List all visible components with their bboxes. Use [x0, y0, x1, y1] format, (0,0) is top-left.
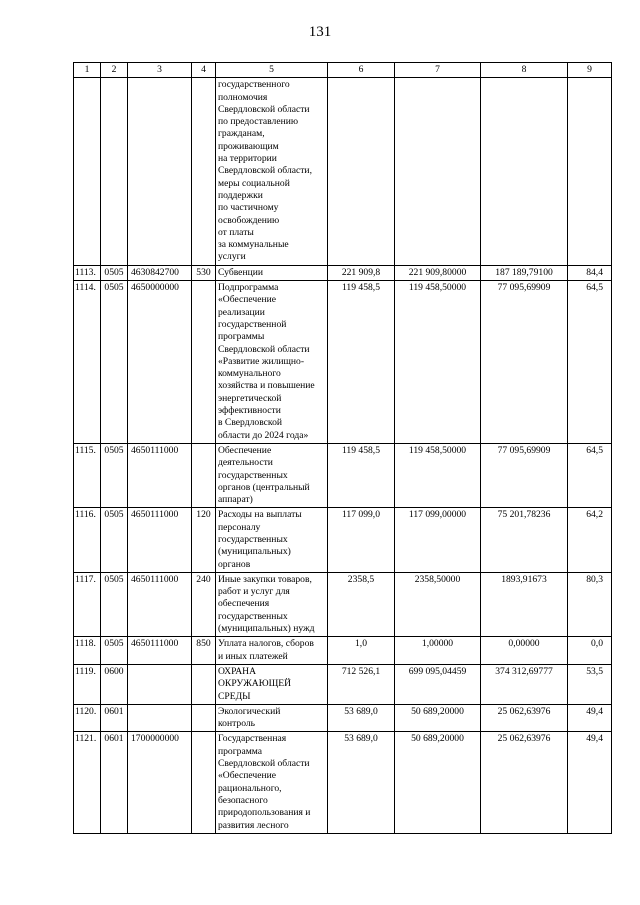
description-line: Государственная — [218, 733, 287, 745]
approved-amount-cell: 1,0 — [328, 637, 395, 665]
refined-amount-cell: 119 458,50000 — [395, 281, 481, 444]
refined-amount-cell: 119 458,50000 — [395, 443, 481, 507]
expense-type-cell — [192, 704, 216, 732]
description-line: «Обеспечение — [218, 770, 276, 782]
approved-amount-cell: 53 689,0 — [328, 704, 395, 732]
budget-table — [73, 62, 612, 834]
description-line: по предоставлению — [218, 116, 299, 128]
column-header: 8 — [481, 63, 568, 78]
section-code-cell: 0505 — [101, 281, 128, 444]
target-code-cell: 4650111000 — [128, 443, 192, 507]
row-number-cell: 1115. — [74, 443, 101, 507]
description-line: энергетической — [218, 392, 282, 404]
column-header: 3 — [128, 63, 192, 78]
description-cell — [216, 637, 328, 665]
percent-cell: 49,4 — [568, 704, 612, 732]
table-row — [74, 281, 612, 444]
description-line: программы — [218, 331, 265, 343]
target-code-cell — [128, 664, 192, 704]
column-header: 5 — [216, 63, 328, 78]
column-header: 6 — [328, 63, 395, 78]
description-cell — [216, 508, 328, 572]
description-line: государственного — [218, 79, 290, 91]
executed-amount-cell: 25 062,63976 — [481, 704, 568, 732]
percent-cell: 64,5 — [568, 281, 612, 444]
description-line: «Обеспечение — [218, 294, 276, 306]
expense-type-cell: 120 — [192, 508, 216, 572]
description-line: органов — [218, 558, 251, 570]
description-line: Субвенции — [218, 266, 263, 278]
table-row — [74, 443, 612, 507]
description-line: ОХРАНА — [218, 665, 256, 677]
expense-type-cell: 530 — [192, 265, 216, 280]
table-row — [74, 664, 612, 704]
description-line: и иных платежей — [218, 650, 288, 662]
approved-amount-cell: 119 458,5 — [328, 443, 395, 507]
target-code-cell: 4630842700 — [128, 265, 192, 280]
approved-amount-cell: 221 909,8 — [328, 265, 395, 280]
target-code-cell — [128, 78, 192, 265]
percent-cell: 0,0 — [568, 637, 612, 665]
description-line: Свердловской области — [218, 343, 310, 355]
description-line: обеспечения — [218, 598, 270, 610]
target-code-cell: 4650111000 — [128, 572, 192, 636]
description-line: органов (центральный — [218, 481, 310, 493]
target-code-cell: 1700000000 — [128, 732, 192, 833]
description-cell — [216, 664, 328, 704]
approved-amount-cell: 53 689,0 — [328, 732, 395, 833]
expense-type-cell — [192, 443, 216, 507]
table-row — [74, 265, 612, 280]
column-header: 2 — [101, 63, 128, 78]
refined-amount-cell: 2358,50000 — [395, 572, 481, 636]
row-number-cell — [74, 78, 101, 265]
description-line: Свердловской области, — [218, 165, 312, 177]
expense-type-cell — [192, 732, 216, 833]
expense-type-cell: 240 — [192, 572, 216, 636]
refined-amount-cell: 50 689,20000 — [395, 704, 481, 732]
description-line: Свердловской области — [218, 103, 310, 115]
section-code-cell: 0505 — [101, 443, 128, 507]
executed-amount-cell: 77 095,69909 — [481, 281, 568, 444]
approved-amount-cell: 712 526,1 — [328, 664, 395, 704]
description-line: программа — [218, 745, 263, 757]
description-cell — [216, 704, 328, 732]
approved-amount-cell: 119 458,5 — [328, 281, 395, 444]
section-code-cell — [101, 78, 128, 265]
description-line: Подпрограмма — [218, 282, 279, 294]
description-line: государственных — [218, 610, 288, 622]
description-line: освобождению — [218, 214, 280, 226]
executed-amount-cell — [481, 78, 568, 265]
table-row — [74, 637, 612, 665]
description-line: рационального, — [218, 782, 282, 794]
description-line: государственных — [218, 533, 288, 545]
column-header: 1 — [74, 63, 101, 78]
refined-amount-cell: 221 909,80000 — [395, 265, 481, 280]
expense-type-cell — [192, 78, 216, 265]
executed-amount-cell: 77 095,69909 — [481, 443, 568, 507]
description-line: СРЕДЫ — [218, 690, 251, 702]
row-number-cell: 1114. — [74, 281, 101, 444]
page-number: 131 — [308, 24, 332, 40]
section-code-cell: 0505 — [101, 508, 128, 572]
row-number-cell: 1120. — [74, 704, 101, 732]
description-line: Расходы на выплаты — [218, 509, 302, 521]
table-body — [74, 78, 612, 834]
column-header: 4 — [192, 63, 216, 78]
description-line: эффективности — [218, 405, 281, 417]
percent-cell: 80,3 — [568, 572, 612, 636]
description-line: Обеспечение — [218, 444, 272, 456]
table-row — [74, 78, 612, 265]
description-line: от платы — [218, 226, 254, 238]
description-line: персоналу — [218, 521, 261, 533]
refined-amount-cell: 117 099,00000 — [395, 508, 481, 572]
executed-amount-cell: 374 312,69777 — [481, 664, 568, 704]
row-number-cell: 1121. — [74, 732, 101, 833]
executed-amount-cell: 25 062,63976 — [481, 732, 568, 833]
description-line: коммунального — [218, 368, 281, 380]
description-cell — [216, 281, 328, 444]
description-cell — [216, 443, 328, 507]
description-line: Экологический — [218, 705, 281, 717]
target-code-cell — [128, 704, 192, 732]
description-line: полномочия — [218, 91, 268, 103]
executed-amount-cell: 187 189,79100 — [481, 265, 568, 280]
section-code-cell: 0601 — [101, 704, 128, 732]
description-line: на территории — [218, 153, 277, 165]
description-line: за коммунальные — [218, 239, 289, 251]
executed-amount-cell: 75 201,78236 — [481, 508, 568, 572]
percent-cell: 64,5 — [568, 443, 612, 507]
approved-amount-cell — [328, 78, 395, 265]
expense-type-cell — [192, 664, 216, 704]
description-line: поддержки — [218, 189, 263, 201]
description-line: проживающим — [218, 140, 279, 152]
section-code-cell: 0505 — [101, 572, 128, 636]
description-cell — [216, 732, 328, 833]
description-line: Иные закупки товаров, — [218, 573, 312, 585]
refined-amount-cell: 699 095,04459 — [395, 664, 481, 704]
table-row — [74, 508, 612, 572]
approved-amount-cell: 2358,5 — [328, 572, 395, 636]
expense-type-cell: 850 — [192, 637, 216, 665]
description-line: области до 2024 года» — [218, 429, 309, 441]
percent-cell: 49,4 — [568, 732, 612, 833]
description-line: Уплата налогов, сборов — [218, 638, 314, 650]
description-line: Свердловской области — [218, 758, 310, 770]
row-number-cell: 1113. — [74, 265, 101, 280]
section-code-cell: 0505 — [101, 265, 128, 280]
description-line: безопасного — [218, 794, 268, 806]
description-line: государственной — [218, 318, 287, 330]
column-header: 9 — [568, 63, 612, 78]
percent-cell: 53,5 — [568, 664, 612, 704]
column-header: 7 — [395, 63, 481, 78]
column-number-row — [74, 63, 612, 78]
executed-amount-cell: 0,00000 — [481, 637, 568, 665]
refined-amount-cell — [395, 78, 481, 265]
description-line: ОКРУЖАЮЩЕЙ — [218, 678, 292, 690]
description-line: работ и услуг для — [218, 586, 290, 598]
description-line: (муниципальных) нужд — [218, 623, 315, 635]
row-number-cell: 1116. — [74, 508, 101, 572]
description-line: в Свердловской — [218, 417, 283, 429]
description-line: реализации — [218, 306, 265, 318]
description-line: хозяйства и повышение — [218, 380, 315, 392]
row-number-cell: 1117. — [74, 572, 101, 636]
refined-amount-cell: 50 689,20000 — [395, 732, 481, 833]
executed-amount-cell: 1893,91673 — [481, 572, 568, 636]
description-line: государственных — [218, 469, 288, 481]
description-line: развития лесного — [218, 819, 289, 831]
refined-amount-cell: 1,00000 — [395, 637, 481, 665]
description-line: «Развитие жилищно- — [218, 355, 305, 367]
section-code-cell: 0601 — [101, 732, 128, 833]
table-row — [74, 732, 612, 833]
description-line: меры социальной — [218, 177, 290, 189]
row-number-cell: 1119. — [74, 664, 101, 704]
target-code-cell: 4650111000 — [128, 637, 192, 665]
row-number-cell: 1118. — [74, 637, 101, 665]
description-line: услуги — [218, 251, 246, 263]
percent-cell: 84,4 — [568, 265, 612, 280]
description-line: гражданам, — [218, 128, 265, 140]
expense-type-cell — [192, 281, 216, 444]
description-line: природопользования и — [218, 807, 311, 819]
target-code-cell: 4650111000 — [128, 508, 192, 572]
target-code-cell: 4650000000 — [128, 281, 192, 444]
description-line: аппарат) — [218, 494, 253, 506]
description-line: деятельности — [218, 457, 273, 469]
table-row — [74, 572, 612, 636]
description-line: (муниципальных) — [218, 546, 291, 558]
section-code-cell: 0505 — [101, 637, 128, 665]
section-code-cell: 0600 — [101, 664, 128, 704]
description-line: по частичному — [218, 202, 279, 214]
description-cell — [216, 265, 328, 280]
approved-amount-cell: 117 099,0 — [328, 508, 395, 572]
table-row — [74, 704, 612, 732]
percent-cell — [568, 78, 612, 265]
description-line: контроль — [218, 718, 256, 730]
description-cell — [216, 572, 328, 636]
percent-cell: 64,2 — [568, 508, 612, 572]
description-cell — [216, 78, 328, 265]
